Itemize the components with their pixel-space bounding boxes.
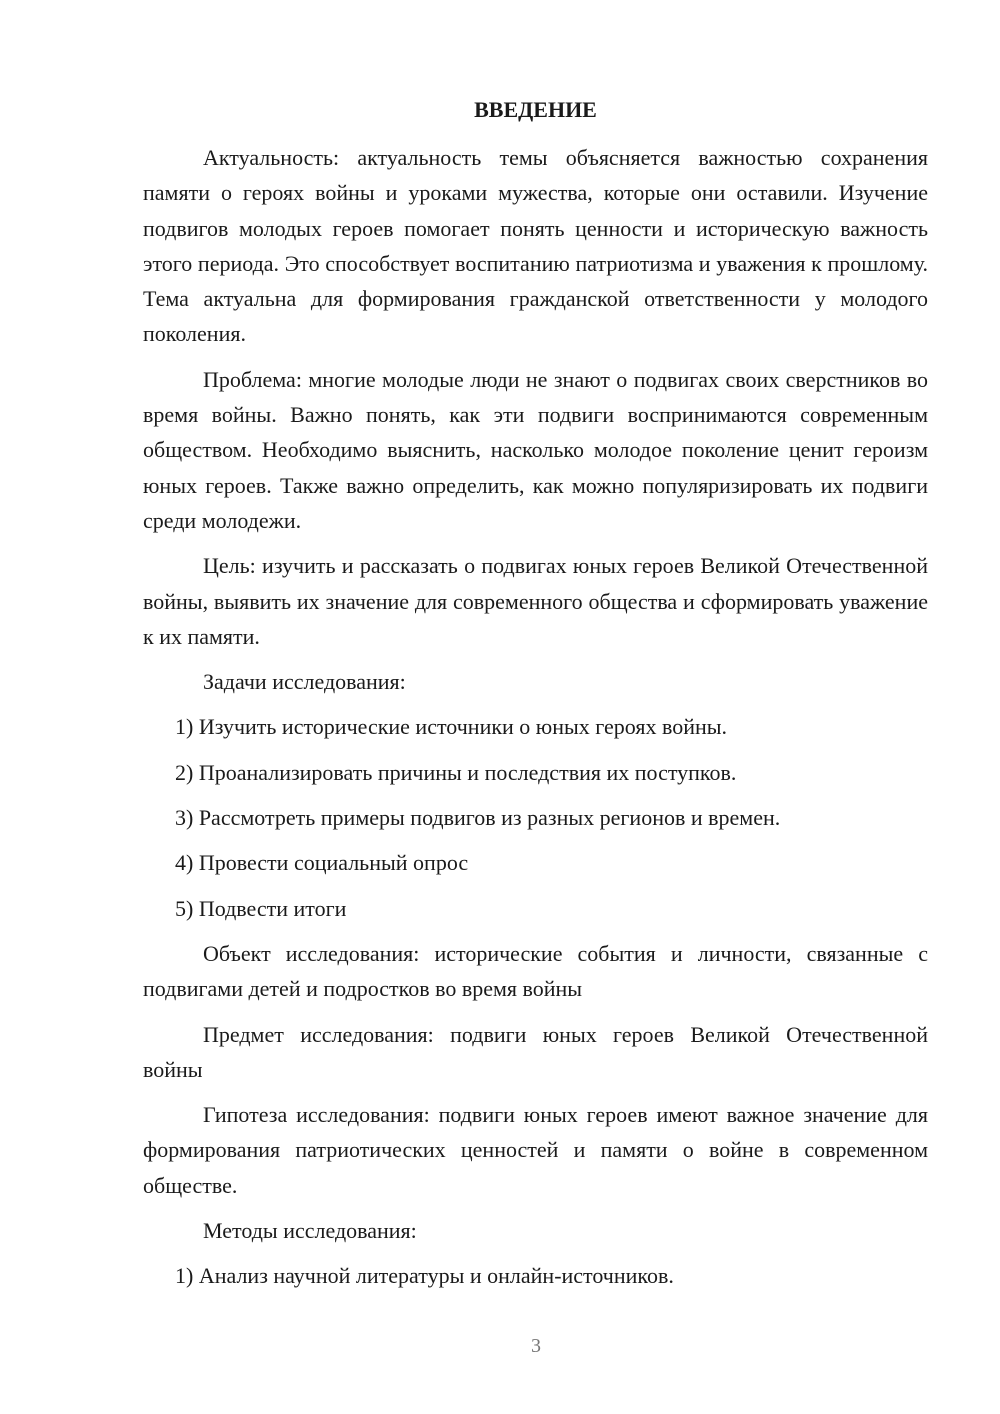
subject-paragraph: Предмет исследования: подвиги юных героев Великой Отечественной войны [143,1021,928,1082]
problem-paragraph: Проблема: многие молодые люди не знают о подвигах своих сверстников во время войны. Важно понять, как эти подвиги воспринимаются современным обществом. Необходимо выяснить, насколько молодое поколение ценит героизм юных героев. Также важно определить, как можно популяризировать их подвиги среди молодежи. [143,366,928,533]
object-paragraph: Объект исследования: исторические события и личности, связанные с подвигами детей и подростков во время войны [143,940,928,1002]
methods-heading: Методы исследования: [203,1218,417,1244]
task-item: 5) Подвести итоги [175,895,347,921]
task-item: 4) Провести социальный опрос [175,850,469,876]
method-item: 1) Анализ научной литературы и онлайн-источников. [175,1263,674,1289]
relevance-paragraph: Актуальность: актуальность темы объясняется важностью сохранения памяти о героях войны и уроками мужества, которые они оставили. Изучение подвигов молодых героев помогает понять ценности и историческую важность этого периода. Это способствует воспитанию патриотизма и уважения к прошлому. Тема актуальна для формирования гражданской ответственности у молодого поколения. [143,145,928,347]
tasks-heading: Задачи исследования: [203,669,406,695]
page-number: 3 [531,1335,541,1357]
task-item: 3) Рассмотреть примеры подвигов из разных регионов и времен. [175,805,781,831]
page-title: ВВЕДЕНИЕ [474,97,597,122]
goal-paragraph: Цель: изучить и рассказать о подвигах юных героев Великой Отечественной войны, выявить их значение для современного общества и сформировать уважение к их памяти. [143,553,928,649]
hypothesis-paragraph: Гипотеза исследования: подвиги юных героев имеют важное значение для формирования патриотических ценностей и памяти о войне в современном обществе. [143,1102,928,1198]
document-page [143,94,928,1304]
task-item: 2) Проанализировать причины и последствия их поступков. [175,759,737,785]
task-item: 1) Изучить исторические источники о юных героях войны. [175,714,728,740]
